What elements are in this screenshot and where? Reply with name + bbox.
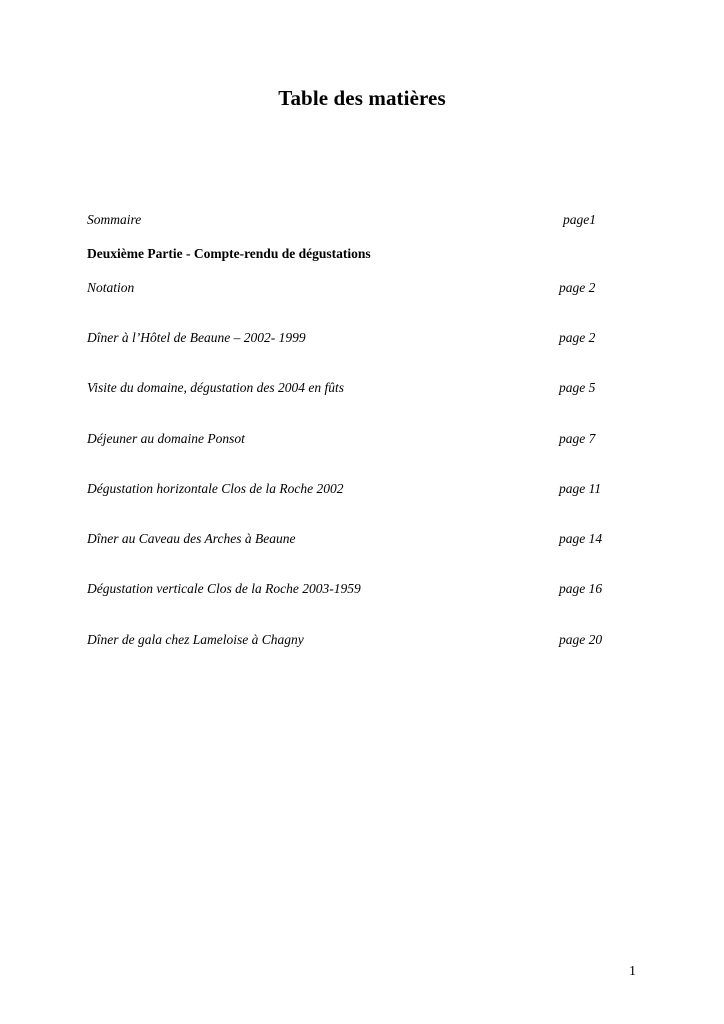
toc-entry[interactable] (87, 330, 627, 346)
toc-entry-page: page 11 (559, 481, 602, 496)
toc-entry-page: page1 (563, 212, 596, 227)
toc-entry[interactable] (87, 531, 627, 547)
toc-entry-page: page 20 (559, 632, 603, 647)
toc-entry-label: Dégustation horizontale Clos de la Roche 2002 (87, 481, 344, 496)
toc-entry-page: page 14 (559, 531, 603, 546)
toc-entry[interactable] (87, 431, 627, 447)
toc-entry-label: Dégustation verticale Clos de la Roche 2003-1959 (87, 581, 361, 596)
toc-entry-label: Visite du domaine, dégustation des 2004 en fûts (87, 380, 344, 395)
toc-entry-page: page 7 (559, 431, 596, 446)
toc-entry-label: Notation (87, 280, 135, 295)
toc-entry-label: Dîner au Caveau des Arches à Beaune (87, 531, 296, 546)
toc-entry-page: page 2 (559, 280, 596, 295)
toc-entry[interactable] (87, 380, 627, 396)
toc-entry-page: page 16 (559, 581, 603, 596)
page-title: Table des matières (278, 86, 446, 110)
toc-entry-page: page 2 (559, 330, 596, 345)
toc-entry-label: Dîner à l’Hôtel de Beaune – 2002- 1999 (87, 330, 306, 345)
page-number: 1 (629, 964, 636, 979)
toc-entry[interactable] (87, 632, 627, 648)
toc-entry[interactable] (87, 481, 627, 497)
toc-entry-summary[interactable] (87, 212, 627, 228)
toc-entry[interactable] (87, 280, 627, 296)
section-heading: Deuxième Partie - Compte-rendu de dégustations (87, 246, 371, 261)
toc-entry[interactable] (87, 581, 627, 597)
toc-entry-label: Sommaire (87, 212, 142, 227)
toc-entry-label: Dîner de gala chez Lameloise à Chagny (87, 632, 304, 647)
toc-entry-label: Déjeuner au domaine Ponsot (87, 431, 245, 446)
toc-entry-page: page 5 (559, 380, 596, 395)
